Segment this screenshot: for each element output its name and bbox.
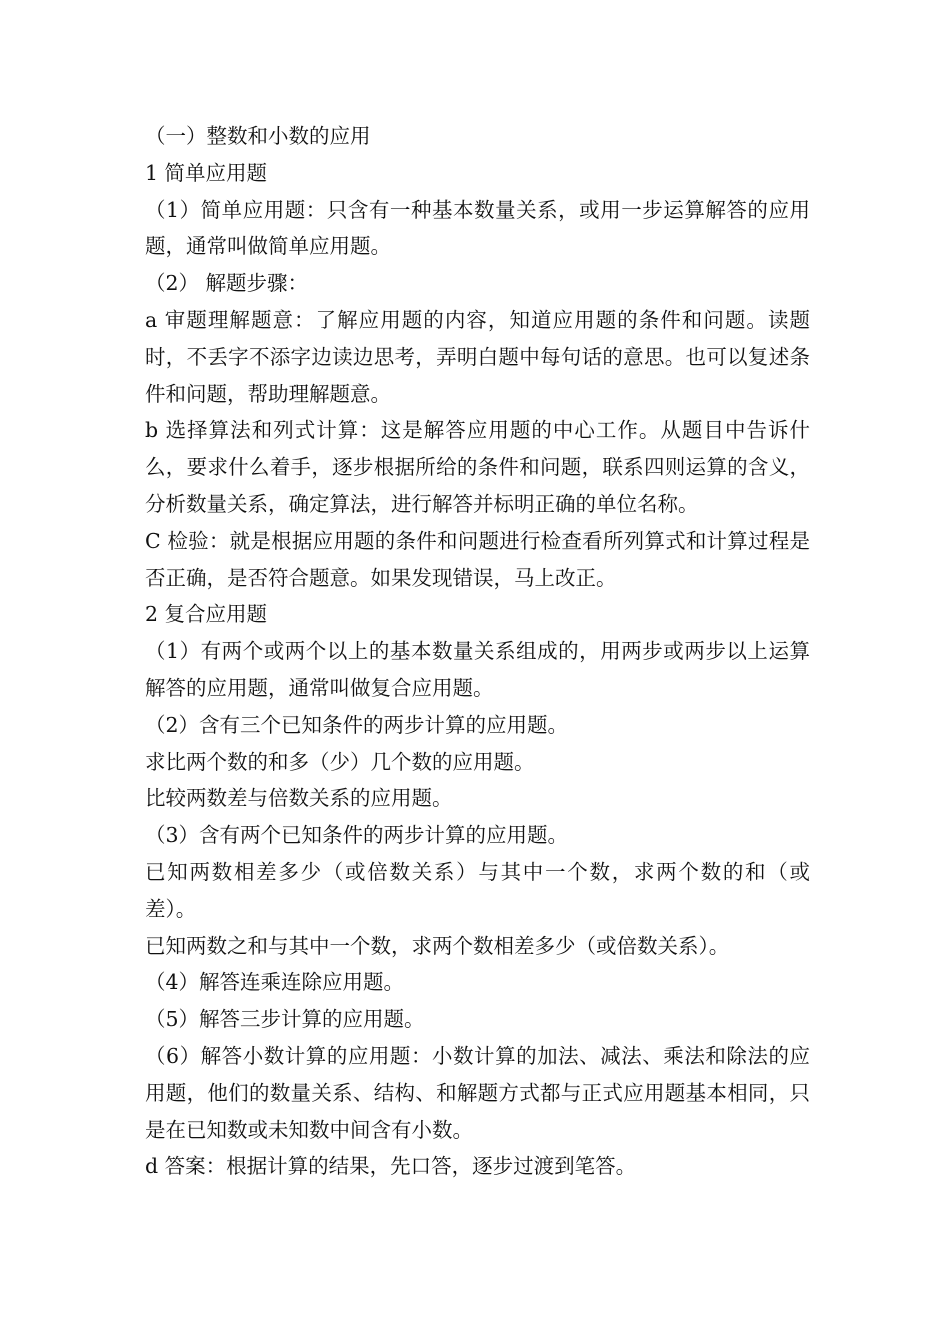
paragraph: C 检验：就是根据应用题的条件和问题进行检查看所列算式和计算过程是否正确，是否符合题意。如果发现错误，马上改正。 (145, 528, 810, 590)
paragraph: a 审题理解题意：了解应用题的内容，知道应用题的条件和问题。读题时，不丢字不添字边读边思考，弄明白题中每句话的意思。也可以复述条件和问题，帮助理解题意。 (145, 307, 810, 406)
subsection-heading: 1 简单应用题 (145, 160, 268, 185)
section-heading: （一）整数和小数的应用 (145, 124, 371, 148)
paragraph: （2）含有三个已知条件的两步计算的应用题。 (145, 712, 569, 737)
paragraph: （2） 解题步骤： (145, 271, 309, 296)
paragraph: 比较两数差与倍数关系的应用题。 (145, 786, 453, 811)
subsection-heading: 2 复合应用题 (145, 602, 268, 627)
paragraph: （5）解答三步计算的应用题。 (145, 1007, 425, 1032)
paragraph: 已知两数之和与其中一个数，求两个数相差多少（或倍数关系）。 (145, 933, 730, 958)
paragraph: （1）简单应用题：只含有一种基本数量关系，或用一步运算解答的应用题，通常叫做简单应用题。 (145, 197, 810, 259)
paragraph: （4）解答连乘连除应用题。 (145, 970, 405, 995)
paragraph: （1）有两个或两个以上的基本数量关系组成的，用两步或两步以上运算解答的应用题，通常叫做复合应用题。 (145, 639, 810, 700)
paragraph: 求比两个数的和多（少）几个数的应用题。 (145, 749, 535, 774)
paragraph: （6）解答小数计算的应用题：小数计算的加法、减法、乘法和除法的应用题，他们的数量关系、结构、和解题方式都与正式应用题基本相同，只是在已知数或未知数中间含有小数。 (145, 1043, 810, 1142)
paragraph: b 选择算法和列式计算：这是解答应用题的中心工作。从题目中告诉什么，要求什么着手，逐步根据所给的条件和问题，联系四则运算的含义，分析数量关系，确定算法，进行解答并标明正确的单位名称。 (145, 418, 810, 516)
paragraph: （3）含有两个已知条件的两步计算的应用题。 (145, 823, 569, 848)
document-body (145, 118, 810, 1185)
paragraph: d 答案：根据计算的结果，先口答，逐步过渡到笔答。 (145, 1154, 637, 1179)
paragraph: 已知两数相差多少（或倍数关系）与其中一个数，求两个数的和（或差）。 (145, 859, 810, 921)
